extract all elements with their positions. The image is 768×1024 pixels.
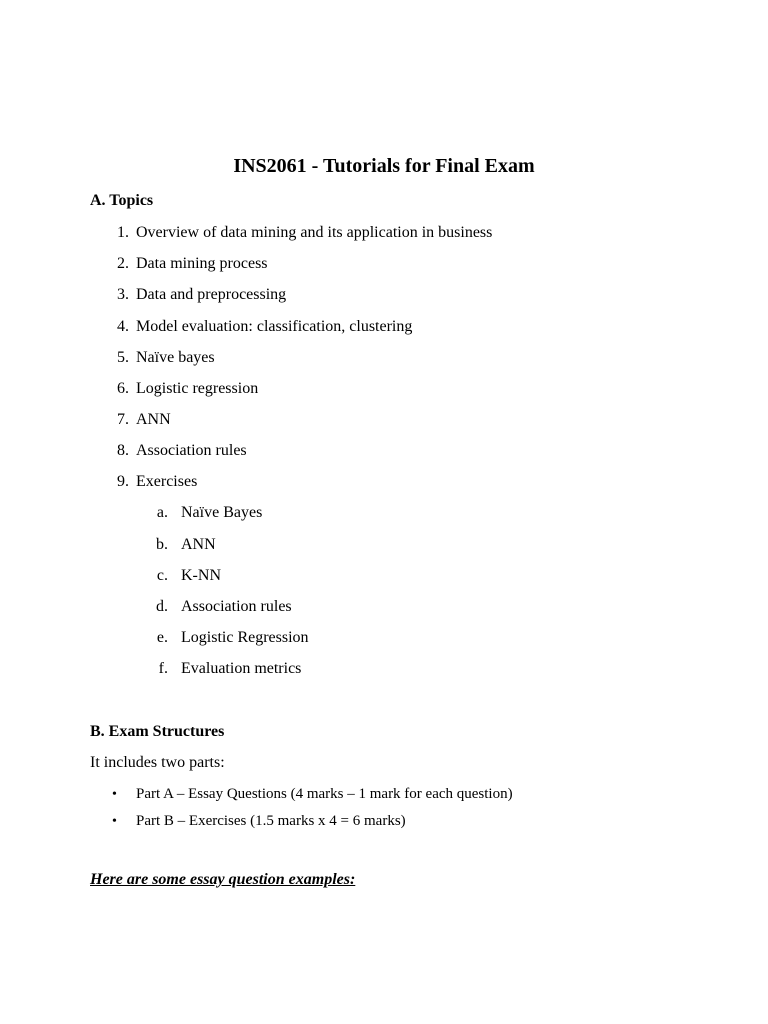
section-b-heading: B. Exam Structures	[90, 723, 225, 740]
exercise-letter: d.	[156, 598, 168, 615]
topic-item: Naïve bayes	[136, 349, 215, 366]
topic-item: Data mining process	[136, 255, 268, 272]
exercise-letter: f.	[158, 660, 168, 677]
topic-item: Data and preprocessing	[136, 286, 287, 303]
exercise-item: Naïve Bayes	[181, 504, 263, 521]
topic-number: 3.	[117, 286, 129, 303]
exercise-letter: e.	[156, 629, 168, 646]
exam-part-item: Part B – Exercises (1.5 marks x 4 = 6 marks)	[136, 813, 406, 829]
section-b-intro: It includes two parts:	[90, 754, 225, 771]
topic-number: 2.	[117, 255, 129, 272]
topic-item: Overview of data mining and its application in business	[136, 224, 493, 241]
bullet-icon: •	[112, 787, 117, 802]
topic-number: 5.	[117, 349, 129, 366]
topic-item: Model evaluation: classification, clustering	[136, 318, 413, 335]
topic-item: Logistic regression	[136, 380, 259, 397]
topic-number: 4.	[117, 318, 129, 335]
exercise-item: K-NN	[181, 567, 221, 584]
exercise-letter: c.	[156, 567, 168, 584]
exercise-item: Evaluation metrics	[181, 660, 302, 677]
exam-part-item: Part A – Essay Questions (4 marks – 1 mark for each question)	[136, 786, 513, 802]
topic-number: 9.	[117, 473, 129, 490]
exercise-letter: a.	[156, 504, 168, 521]
topic-number: 1.	[117, 224, 129, 241]
exercise-letter: b.	[156, 536, 168, 553]
exercise-item: Logistic Regression	[181, 629, 309, 646]
bullet-icon: •	[112, 814, 117, 829]
section-a-heading: A. Topics	[90, 192, 154, 209]
topic-number: 7.	[117, 411, 129, 428]
document-title: INS2061 - Tutorials for Final Exam	[233, 155, 535, 177]
essay-examples-heading: Here are some essay question examples:	[90, 871, 356, 888]
topic-number: 8.	[117, 442, 129, 459]
topic-item: Association rules	[136, 442, 247, 459]
exercise-item: Association rules	[181, 598, 292, 615]
exercise-item: ANN	[181, 536, 216, 553]
topic-item: Exercises	[136, 473, 198, 490]
topic-number: 6.	[117, 380, 129, 397]
topic-item: ANN	[136, 411, 171, 428]
